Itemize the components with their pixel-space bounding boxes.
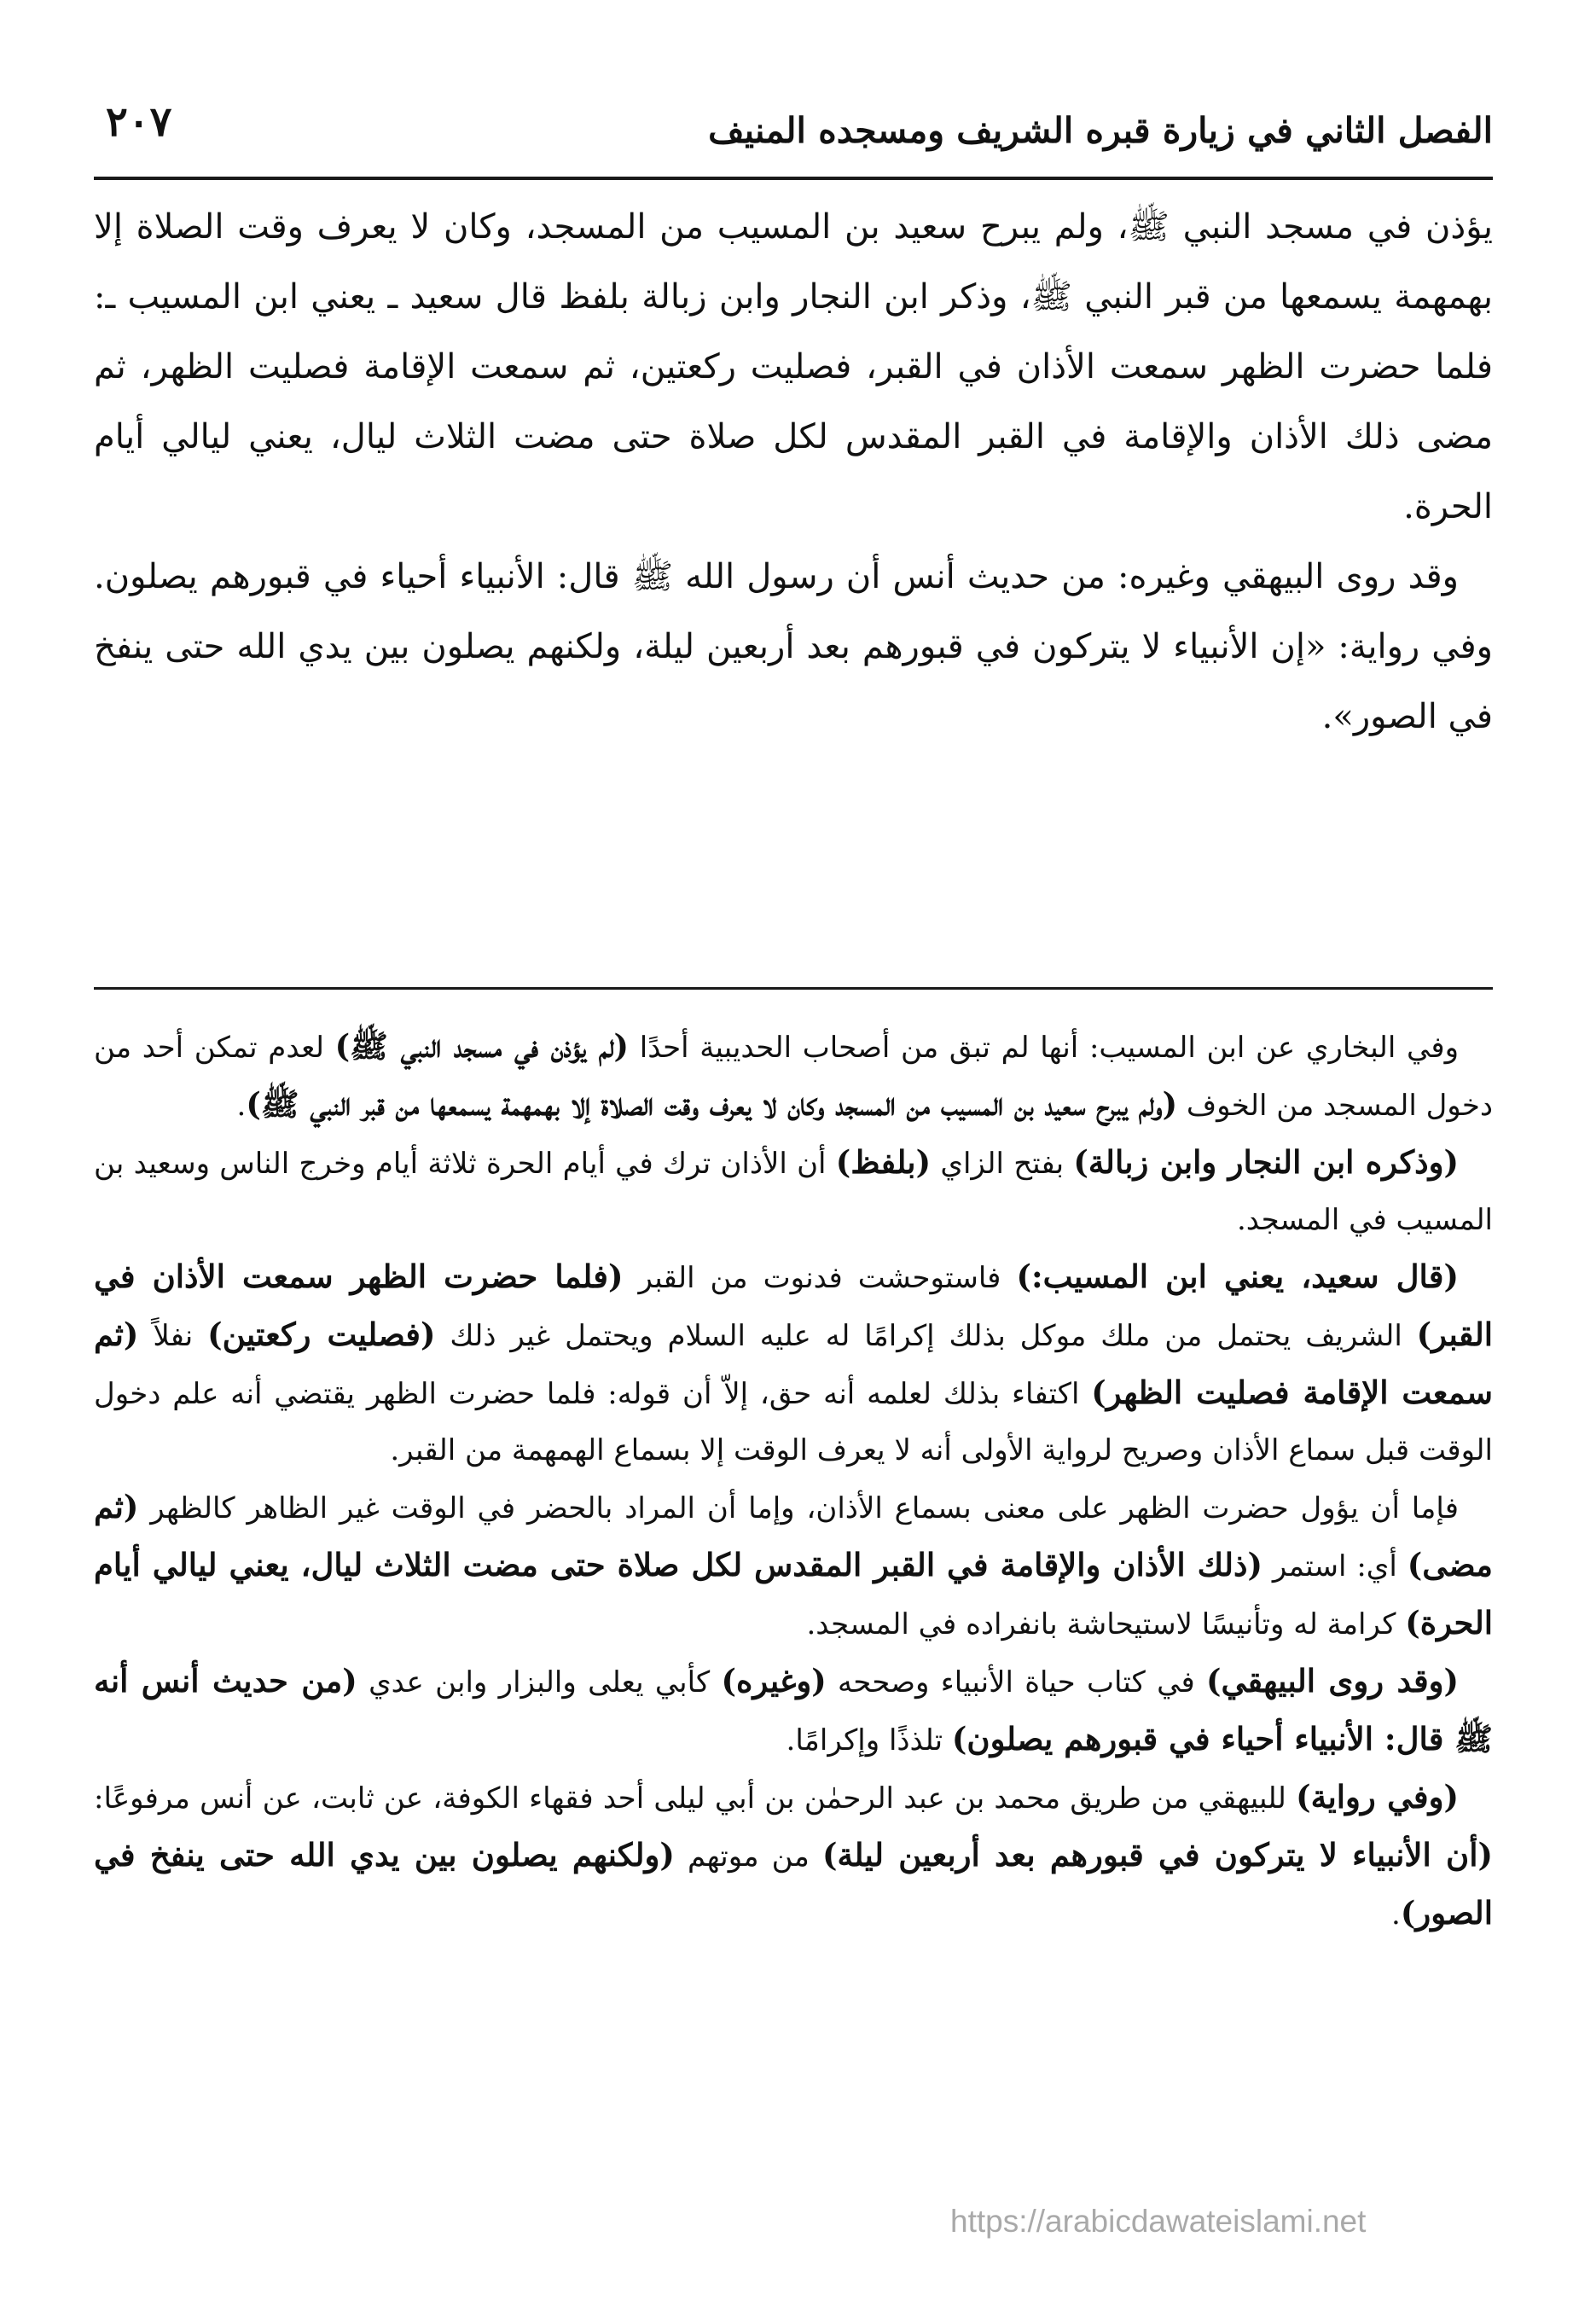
header-rule: [94, 177, 1493, 180]
commentary-text: اكتفاء بذلك لعلمه أنه حق، إلاّ أن قوله: فلما حضرت الظهر يقتضي أنه علم دخول الوقت قبل سماع الأذان وصريح لرواية الأولى أنه لا يعرف الوقت إلا بسماع الهمهمة من القبر.: [94, 1377, 1493, 1467]
commentary-text: تلذذًا وإكرامًا.: [786, 1723, 952, 1758]
commentary-paragraph: [94, 1248, 1493, 1479]
commentary-text: أي: استمر: [1262, 1549, 1408, 1583]
main-text: [94, 192, 1493, 752]
quoted-phrase: (لم يؤذن في مسجد النبي ﷺ): [334, 1027, 630, 1065]
commentary-text: لعدم تمكن أحد من دخول المسجد من الخوف: [94, 1031, 1493, 1123]
quoted-phrase: (ثم مضى): [94, 1488, 1494, 1583]
quoted-phrase: (ولكنهم يصلون بين يدي الله حتى ينفخ في الصور): [94, 1836, 1493, 1932]
commentary-text: من موتهم: [674, 1839, 822, 1874]
commentary-text: للبيهقي من طريق محمد بن عبد الرحمٰن بن أبي ليلى أحد فقهاء الكوفة، عن ثابت، عن أنس مرفوعًا:: [94, 1781, 1297, 1816]
page-header: [94, 81, 1493, 175]
commentary-text: الشريف يحتمل من ملك موكل بذلك إكرامًا له عليه السلام ويحتمل غير ذلك: [435, 1319, 1417, 1353]
book-page: [94, 81, 1493, 2265]
commentary-text: كرامة له وتأنيسًا لاستيحاشة بانفراده في المسجد.: [806, 1607, 1406, 1641]
commentary-section: [94, 1018, 1493, 1943]
quoted-phrase: (وفي رواية): [1296, 1778, 1459, 1816]
commentary-text: .: [236, 1089, 247, 1123]
commentary-paragraph: [94, 1479, 1493, 1653]
quoted-phrase: (فصليت ركعتين): [207, 1316, 436, 1353]
commentary-text: وفي البخاري عن ابن المسيب: أنها لم تبق من أصحاب الحديبية أحدًا: [629, 1031, 1459, 1065]
quoted-phrase: (أن الأنبياء لا يتركون في قبورهم بعد أربعين ليلة): [821, 1836, 1493, 1874]
quoted-phrase: (وغيره): [721, 1662, 827, 1699]
quoted-phrase: (وذكره ابن النجار وابن زبالة): [1073, 1143, 1459, 1181]
commentary-text: فإما أن يؤول حضرت الظهر على معنى بسماع الأذان، وإما أن المراد بالحضر في الوقت غير الظاهر كالظهر: [138, 1491, 1459, 1525]
footnote-divider: [94, 987, 1493, 990]
main-paragraph: وقد روى البيهقي وغيره: من حديث أنس أن رسول الله ﷺ قال: الأنبياء أحياء في قبورهم يصلون. وفي رواية: «إن الأنبياء لا يتركون في قبورهم بعد أربعين ليلة، ولكنهم يصلون بين يدي الله حتى ينفخ في الصور».: [94, 557, 1493, 736]
quoted-phrase: (فلما حضرت الظهر سمعت الأذان في القبر): [94, 1258, 1493, 1353]
commentary-paragraph: [94, 1134, 1493, 1248]
quoted-phrase: (ذلك الأذان والإقامة في القبر المقدس لكل صلاة حتى مضت الثلاث ليال، يعني ليالي أيام الحرة): [94, 1546, 1493, 1641]
commentary-text: نفلاً: [138, 1319, 208, 1353]
quoted-phrase: (قال سعيد، يعني ابن المسيب:): [1016, 1258, 1460, 1295]
commentary-text: بفتح الزاي: [931, 1147, 1074, 1181]
commentary-paragraph: [94, 1018, 1493, 1134]
site-watermark: https://arabicdawateislami.net: [950, 2204, 1367, 2239]
page-number: ٢٠٧: [106, 98, 172, 146]
quoted-phrase: (بلفظ): [835, 1143, 932, 1181]
commentary-text: فاستوحشت فدنوت من القبر: [623, 1261, 1017, 1295]
chapter-title: الفصل الثاني في زيارة قبره الشريف ومسجده المنيف: [708, 110, 1493, 151]
main-paragraph: يؤذن في مسجد النبي ﷺ، ولم يبرح سعيد بن المسيب من المسجد، وكان لا يعرف وقت الصلاة إلا بهمهمة يسمعها من قبر النبي ﷺ، وذكر ابن النجار وابن زبالة بلفظ قال سعيد ـ يعني ابن المسيب ـ: فلما حضرت الظهر سمعت الأذان في القبر، فصليت ركعتين، ثم سمعت الإقامة فصليت الظهر، ثم مضى ذلك الأذان والإقامة في القبر المقدس لكل صلاة حتى مضت الثلاث ليال، يعني ليالي أيام الحرة.: [94, 207, 1493, 526]
commentary-text: أن الأذان ترك في أيام الحرة ثلاثة أيام وخرج الناس وسعيد بن المسيب في المسجد.: [94, 1147, 1493, 1237]
quoted-phrase: (ثم سمعت الإقامة فصليت الظهر): [94, 1316, 1493, 1411]
quoted-phrase: (ولم يبرح سعيد بن المسيب من المسجد وكان لا يعرف وقت الصلاة إلا بهمهمة يسمعها من قبر النبي ﷺ): [246, 1085, 1178, 1123]
quoted-phrase: (وقد روى البيهقي): [1206, 1662, 1460, 1699]
commentary-text: في كتاب حياة الأنبياء وصححه: [826, 1665, 1207, 1699]
commentary-paragraph: [94, 1653, 1493, 1769]
quoted-phrase: (من حديث أنس أنه ﷺ قال: الأنبياء أحياء في قبورهم يصلون): [94, 1662, 1493, 1758]
commentary-text: .: [1391, 1897, 1401, 1932]
commentary-text: كأبي يعلى والبزار وابن عدي: [357, 1665, 722, 1699]
commentary-paragraph: [94, 1769, 1493, 1943]
